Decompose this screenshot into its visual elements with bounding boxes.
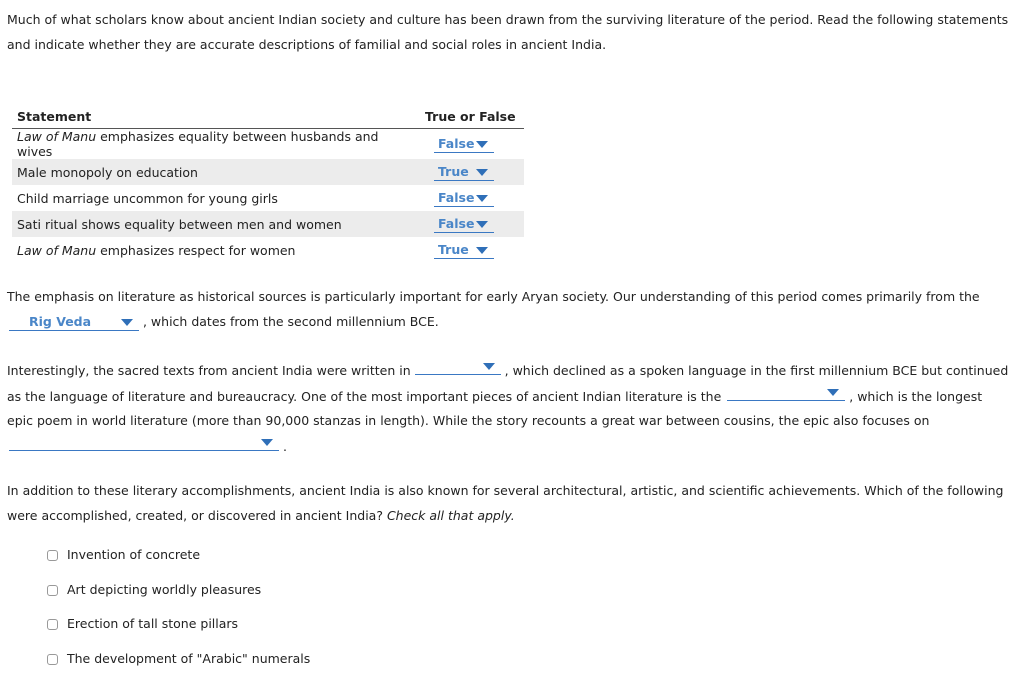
paragraph-text: , which is the longest epic poem in world literature (more than 90,000 stanzas in length). While the story recounts a great war between cousins, the epic also focuses on <box>7 388 983 428</box>
table-row <box>12 237 524 263</box>
answer-value: True <box>438 164 469 179</box>
checkbox[interactable] <box>47 654 58 665</box>
paragraph-text: , which declined as a spoken language in the first millennium BCE but continued as the language of literature and bureaucracy. One of the most important pieces of ancient Indian literature is the <box>7 363 1009 404</box>
table-row <box>12 129 524 160</box>
literature-paragraph <box>7 358 1012 459</box>
checkbox-label: Erection of tall stone pillars <box>67 616 239 631</box>
statement-cell <box>12 237 420 263</box>
intro-text: Much of what scholars know about ancient Indian society and culture has been drawn from the surviving literature of the period. Read the following statements and indicate whether they are accurate descriptions of familial and social roles in ancient India. <box>7 12 1009 52</box>
answer-dropdown[interactable] <box>434 215 494 233</box>
statement-emphasis: Law of Manu <box>17 242 97 258</box>
answer-value: False <box>438 136 475 151</box>
statement-text: Sati ritual shows equality between men and women <box>17 216 342 232</box>
epic-focus-dropdown[interactable] <box>9 434 279 451</box>
true-false-header: True or False <box>420 104 524 129</box>
checkbox-label: Invention of concrete <box>67 547 201 562</box>
answer-dropdown[interactable] <box>434 189 494 207</box>
checkbox[interactable] <box>47 550 58 561</box>
chevron-down-icon <box>476 195 488 202</box>
statement-cell <box>12 211 420 237</box>
table-row <box>12 159 524 185</box>
checkbox-item[interactable] <box>47 547 310 582</box>
paragraph-text: In addition to these literary accomplishments, ancient India is also known for several architectural, artistic, and scientific achievements. Which of the following were accomplished, created, or discovered in ancient India? <box>7 483 1004 523</box>
epic-dropdown[interactable] <box>727 384 845 401</box>
paragraph-text: Interestingly, the sacred texts from ancient India were written in <box>7 363 411 378</box>
answer-value: False <box>438 190 475 205</box>
statement-text: emphasizes respect for women <box>96 242 296 258</box>
paragraph-text: The emphasis on literature as historical sources is particularly important for early Aryan society. Our understanding of this period comes primarily from the <box>7 289 980 304</box>
chevron-down-icon <box>476 141 488 148</box>
instruction-text: Check all that apply. <box>386 507 515 523</box>
answer-cell <box>420 237 524 263</box>
chevron-down-icon <box>827 389 839 396</box>
checkbox-label: The development of "Arabic" numerals <box>67 650 311 666</box>
chevron-down-icon <box>483 363 495 370</box>
table-header-row <box>12 104 524 129</box>
chevron-down-icon <box>476 169 488 176</box>
statement-cell <box>12 129 420 160</box>
table-row <box>12 211 524 237</box>
checkbox[interactable] <box>47 585 58 596</box>
answer-cell <box>420 129 524 160</box>
chevron-down-icon <box>121 319 133 326</box>
answer-value: False <box>438 216 475 231</box>
checkbox-item[interactable] <box>47 582 310 617</box>
answer-dropdown[interactable] <box>434 163 494 181</box>
statement-cell <box>12 159 420 185</box>
paragraph-text: , which dates from the second millennium BCE. <box>142 313 439 329</box>
language-dropdown[interactable] <box>415 358 501 375</box>
answer-value: True <box>438 242 469 257</box>
chevron-down-icon <box>476 221 488 228</box>
statement-text: Child marriage uncommon for young girls <box>17 190 278 206</box>
source-dropdown[interactable] <box>9 313 139 331</box>
statement-text: emphasizes equality between husbands and wives <box>17 129 379 159</box>
achievements-checklist <box>47 547 310 685</box>
answer-dropdown[interactable] <box>434 241 494 259</box>
checkbox[interactable] <box>47 619 58 630</box>
source-value: Rig Veda <box>29 313 92 329</box>
statement-header: Statement <box>12 104 420 129</box>
chevron-down-icon <box>261 439 273 446</box>
table-row <box>12 185 524 211</box>
paragraph-text: . <box>282 438 287 454</box>
answer-dropdown[interactable] <box>434 135 494 153</box>
statements-table <box>12 104 524 263</box>
chevron-down-icon <box>476 247 488 254</box>
answer-cell <box>420 211 524 237</box>
checkbox-label: Art depicting worldly pleasures <box>67 581 262 597</box>
answer-cell <box>420 185 524 211</box>
rig-veda-paragraph <box>7 285 1012 334</box>
answer-cell <box>420 159 524 185</box>
achievements-paragraph <box>7 479 1012 528</box>
statement-cell <box>12 185 420 211</box>
checkbox-item[interactable] <box>47 651 310 685</box>
statement-emphasis: Law of Manu <box>17 129 97 144</box>
statement-text: Male monopoly on education <box>17 164 198 180</box>
checkbox-item[interactable] <box>47 616 310 651</box>
